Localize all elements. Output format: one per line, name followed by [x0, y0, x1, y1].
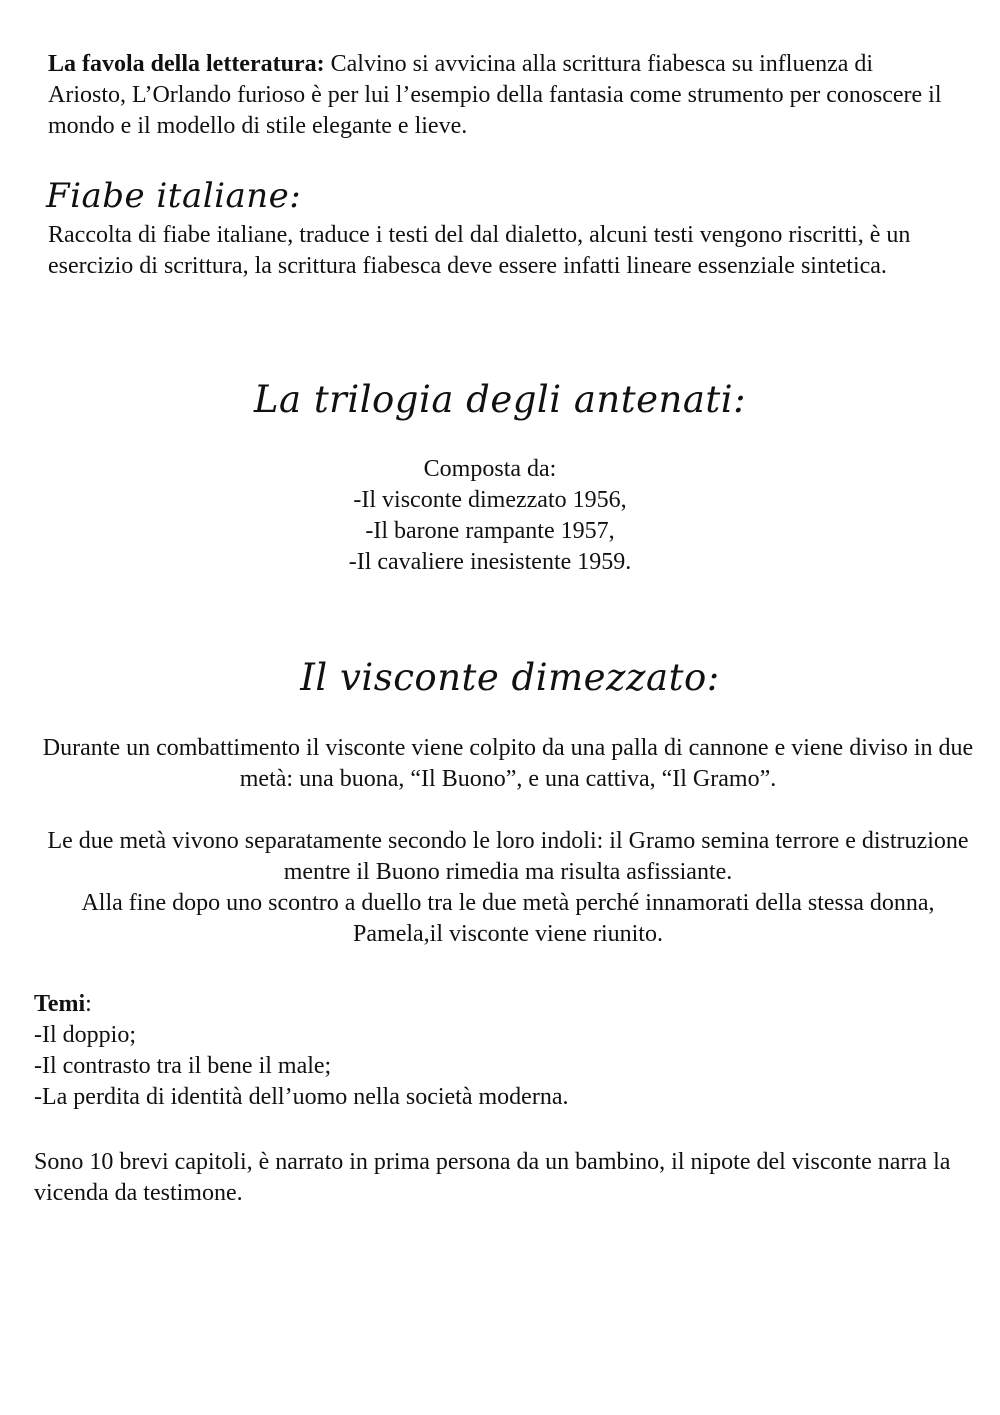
conclusion-paragraph: Sono 10 brevi capitoli, è narrato in prima persona da un bambino, il nipote del visconte narra la vicenda da testimone. [34, 1149, 951, 1206]
fiabe-section [48, 220, 948, 282]
visconte-title: Il visconte dimezzato: [300, 656, 720, 699]
trilogia-title: La trilogia degli antenati: [253, 378, 747, 421]
temi-section [34, 989, 954, 1113]
temi-item: -La perdita di identità dell’uomo nella società moderna. [34, 1084, 569, 1110]
temi-heading: Temi [34, 991, 86, 1017]
temi-item: -Il doppio; [34, 1022, 136, 1048]
conclusion-section [34, 1147, 954, 1209]
fiabe-paragraph: Raccolta di fiabe italiane, traduce i testi del dal dialetto, alcuni testi vengono riscritti, è un esercizio di scrittura, la scrittura fiabesca deve essere infatti lineare essenziale sintetica. [48, 222, 911, 279]
visconte-paragraph-1: Durante un combattimento il visconte viene colpito da una palla di cannone e viene diviso in due metà: una buona, “Il Buono”, e una cattiva, “Il Gramo”. [42, 735, 974, 792]
trilogia-line: -Il barone rampante 1957, [365, 518, 615, 544]
intro-text: Calvino si avvicina alla scrittura fiabesca su influenza di Ariosto, L’Orlando furioso è per lui l’esempio della fantasia come strumento per conoscere il mondo e il modello di stile elegante e lieve. [48, 51, 942, 139]
temi-colon: : [85, 991, 92, 1017]
temi-heading-line [34, 989, 954, 1020]
visconte-section [40, 733, 976, 950]
temi-item: -Il contrasto tra il bene il male; [34, 1053, 332, 1079]
paragraph-spacer [40, 795, 976, 826]
intro-lead: La favola della letteratura: [48, 51, 325, 77]
visconte-paragraph-2: Le due metà vivono separatamente secondo le loro indoli: il Gramo semina terrore e distruzione mentre il Buono rimedia ma risulta asfissiante. [47, 828, 969, 885]
trilogia-line: -Il visconte dimezzato 1956, [353, 487, 627, 513]
fiabe-title: Fiabe italiane: [46, 176, 302, 216]
intro-section [48, 49, 948, 142]
trilogia-list [0, 454, 980, 578]
intro-paragraph [48, 49, 948, 142]
trilogia-line: Composta da: [423, 456, 557, 482]
visconte-paragraph-3: Alla fine dopo uno scontro a duello tra le due metà perché innamorati della stessa donna, Pamela,il visconte viene riunito. [81, 890, 935, 947]
trilogia-line: -Il cavaliere inesistente 1959. [348, 549, 632, 575]
